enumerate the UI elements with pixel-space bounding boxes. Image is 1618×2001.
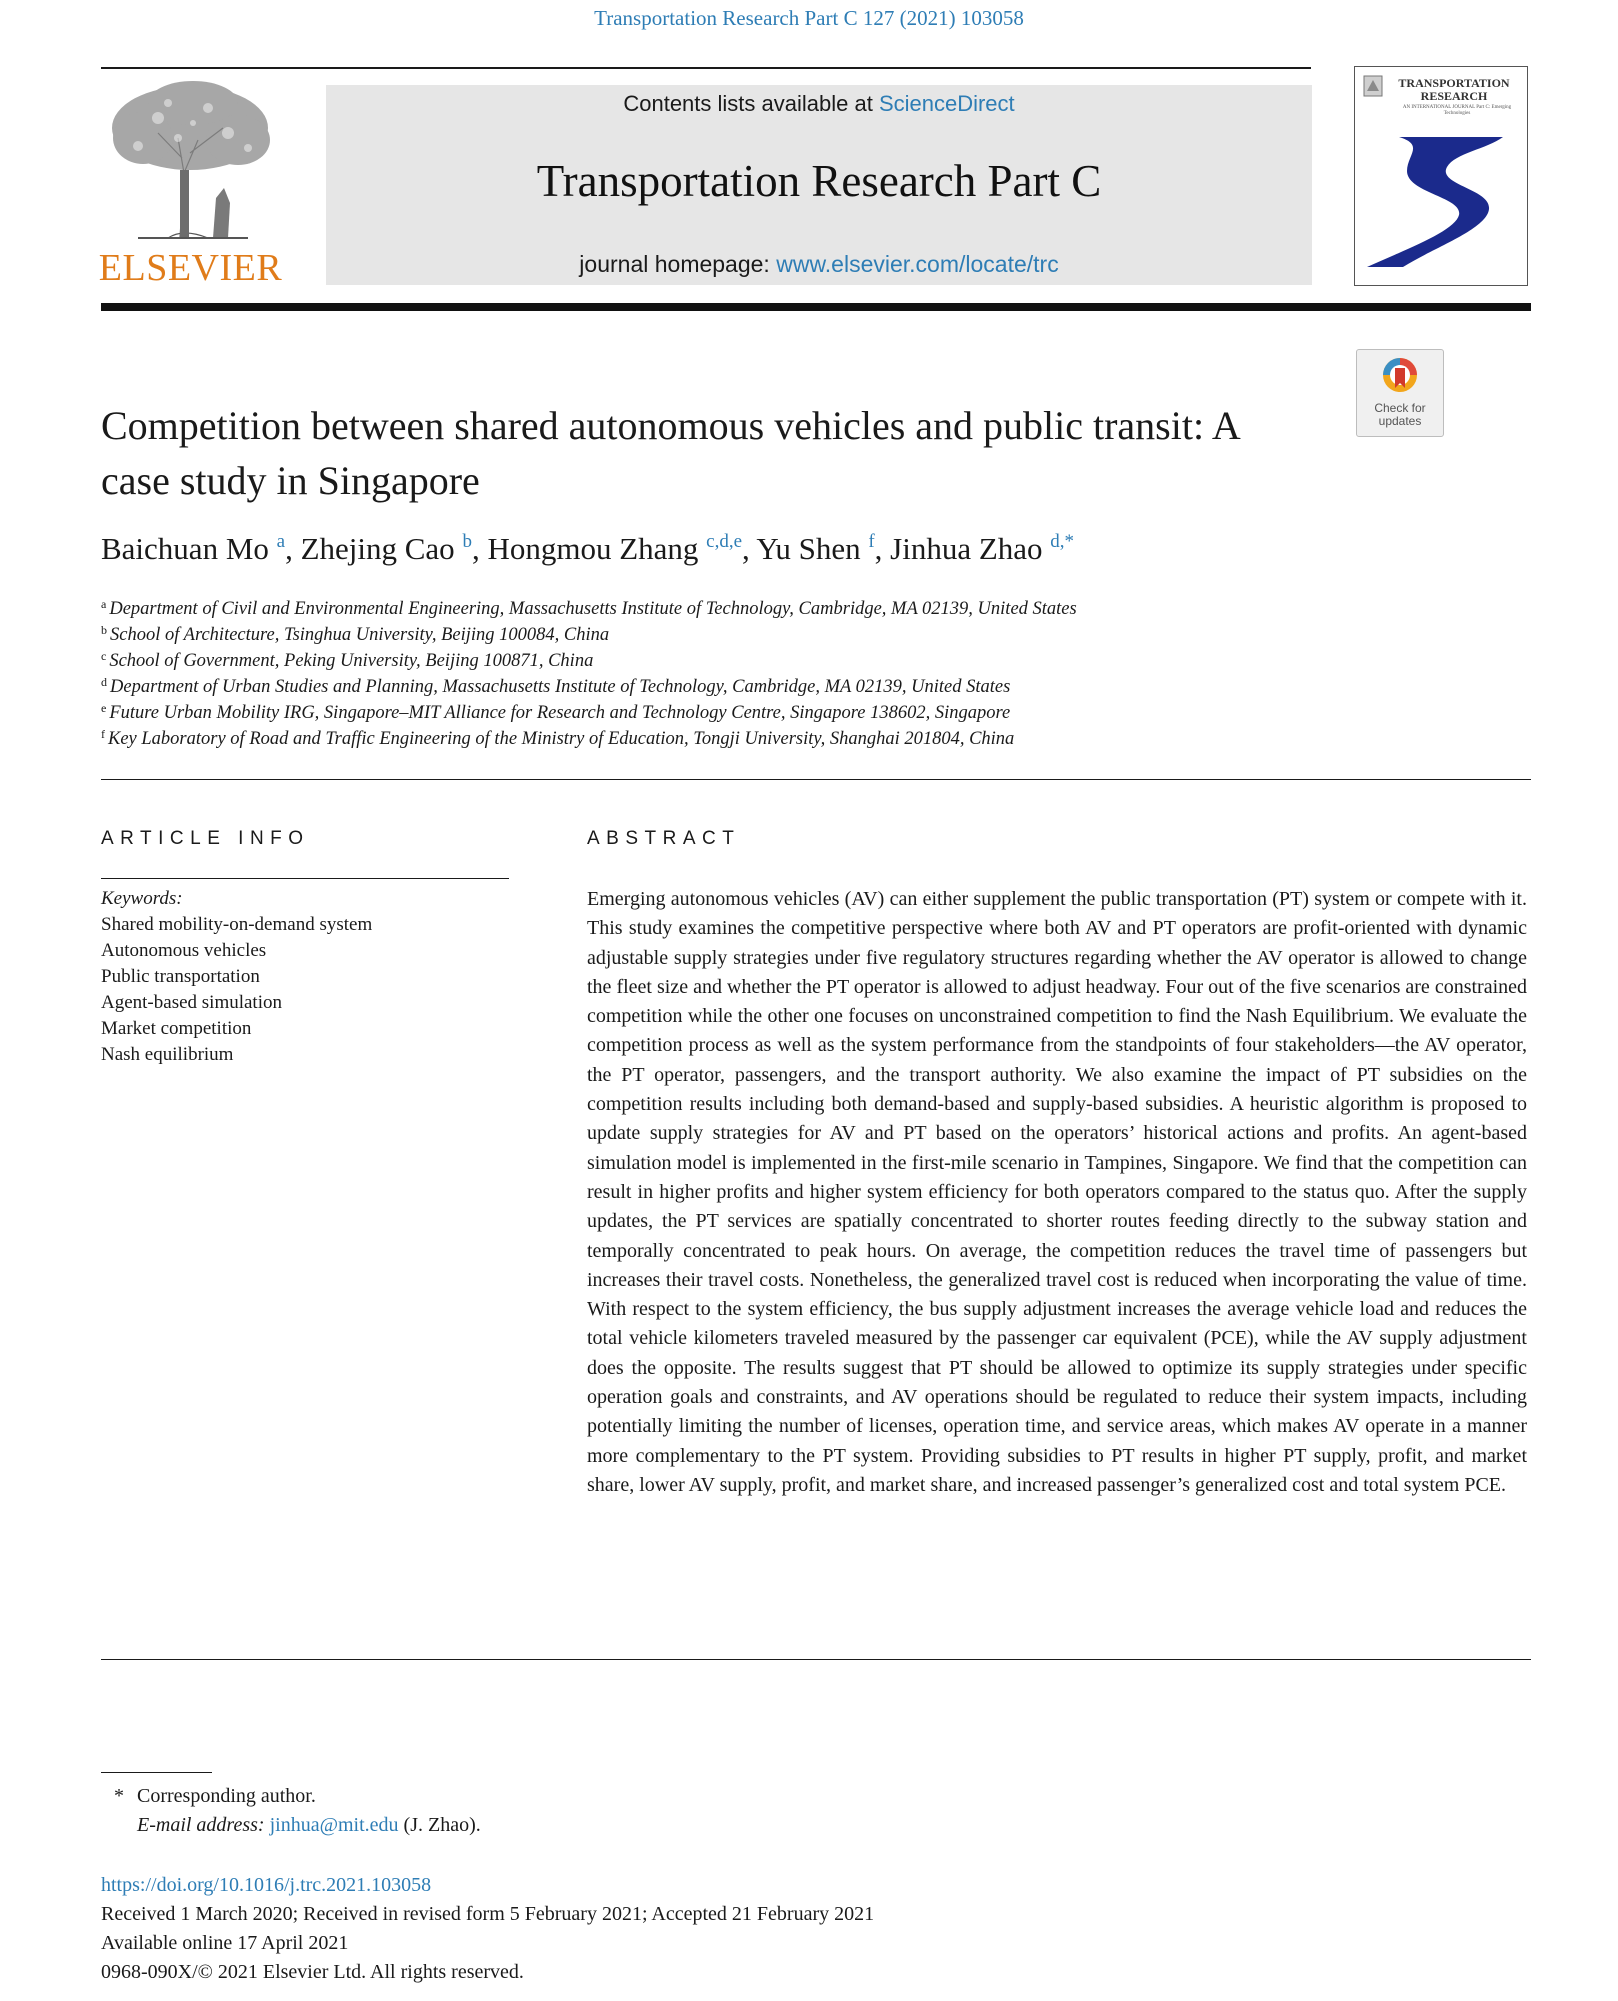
affiliation-text: Future Urban Mobility IRG, Singapore–MIT Alliance for Research and Technology Centre, Singapore 138602, Singapore [109, 703, 1011, 723]
article-title: Competition between shared autonomous vehicles and public transit: A case study in Singapore [101, 403, 1239, 503]
author-name: Zhejing Cao [300, 531, 455, 566]
copyright-line: 0968-090X/© 2021 Elsevier Ltd. All rights reserved. [101, 1961, 524, 1983]
article-info-heading: ARTICLE INFO [101, 828, 310, 849]
author-affiliation-mark[interactable]: b [462, 531, 472, 552]
affiliation-mark: d [101, 675, 107, 689]
citation-link[interactable]: Transportation Research Part C 127 (2021) 103058 [594, 6, 1024, 30]
affiliation-item [101, 622, 1501, 648]
author-name: Baichuan Mo [101, 531, 269, 566]
header-thick-rule [101, 303, 1531, 311]
keyword-item: Autonomous vehicles [101, 940, 267, 961]
header-rule [101, 67, 1311, 69]
affiliation-item [101, 674, 1501, 700]
journal-title: Transportation Research Part C [536, 156, 1102, 206]
affiliation-item [101, 596, 1501, 622]
journal-banner [326, 85, 1312, 285]
affiliation-list [101, 596, 1501, 752]
cover-subtitle: AN INTERNATIONAL JOURNAL Part C: Emerging Technologies [1402, 105, 1512, 116]
author-affiliation-mark[interactable]: c,d,e [706, 531, 743, 552]
author-separator: , [285, 531, 301, 566]
article-info-rule [101, 878, 509, 879]
homepage-prefix: journal homepage: [579, 251, 770, 277]
keyword-item: Nash equilibrium [101, 1044, 234, 1065]
affiliation-text: School of Architecture, Tsinghua University, Beijing 100084, China [110, 625, 610, 645]
keyword-item: Shared mobility-on-demand system [101, 914, 373, 935]
available-online: Available online 17 April 2021 [101, 1932, 349, 1954]
check-for-updates-button[interactable] [1356, 349, 1444, 437]
contents-prefix: Contents lists available at [623, 91, 873, 116]
author-affiliation-mark[interactable]: a [276, 531, 286, 552]
affiliation-rule [101, 779, 1531, 780]
abstract-heading: ABSTRACT [587, 828, 741, 849]
sciencedirect-link[interactable]: ScienceDirect [878, 91, 1015, 116]
affiliation-text: Key Laboratory of Road and Traffic Engineering of the Ministry of Education, Tongji University, Shanghai 201804, China [108, 729, 1015, 749]
cover-title: TRANSPORTATION RESEARCH [1398, 76, 1510, 103]
author-email-link[interactable]: jinhua@mit.edu [269, 1814, 399, 1836]
author-affiliation-mark[interactable]: d,* [1050, 531, 1075, 552]
author-name: Hongmou Zhang [487, 531, 699, 566]
affiliation-item [101, 648, 1501, 674]
journal-cover[interactable] [1354, 66, 1528, 286]
contents-line [326, 91, 1312, 117]
affiliation-text: School of Government, Peking University, Beijing 100871, China [109, 651, 594, 671]
email-note [101, 1811, 481, 1840]
keywords-section [101, 886, 521, 1068]
keyword-list [101, 912, 521, 1068]
journal-homepage-link[interactable]: www.elsevier.com/locate/trc [776, 251, 1059, 277]
elsevier-tree-icon [98, 78, 283, 243]
cover-emblem-icon [1363, 75, 1383, 97]
affiliation-text: Department of Civil and Environmental Engineering, Massachusetts Institute of Technology, Cambridge, MA 02139, United States [109, 599, 1077, 619]
received-dates: Received 1 March 2020; Received in revised form 5 February 2021; Accepted 21 February 2021 [101, 1903, 875, 1925]
footnote [101, 1782, 481, 1840]
elsevier-wordmark: ELSEVIER [98, 247, 283, 289]
abstract-text: Emerging autonomous vehicles (AV) can either supplement the public transportation (PT) system or compete with it. This study examines the competitive perspective where both AV and PT operators are profit-oriented with dynamic adjustable supply strategies under five regulatory structures regarding whether the AV operator is allowed to change the fleet size and whether the PT operator is allowed to adjust headway. Four out of the five scenarios are constrained competition while the other one focuses on unconstrained competition to find the Nash Equilibrium. We evaluate the competition process as well as the system performance from the standpoints of four stakeholders—the AV operator, the PT operator, passengers, and the transport authority. We also examine the impact of PT subsidies on the competition results including both demand-based and supply-based subsidies. A heuristic algorithm is proposed to update supply strategies for AV and PT based on the operators’ historical actions and profits. An agent-based simulation model is implemented in the first-mile scenario in Tampines, Singapore. We find that the competition can result in higher profits and higher system efficiency for both operators compared to the status quo. After the supply updates, the PT services are spatially concentrated to shorter routes feeding directly to the subway station and temporally concentrated to peak hours. On average, the competition reduces the travel time of passengers but increases their travel costs. Nonetheless, the generalized travel cost is reduced when incorporating the value of time. With respect to the system efficiency, the bus supply adjustment increases the average vehicle load and reduces the total vehicle kilometers traveled measured by the passenger car equivalent (PCE), while the AV supply adjustment does the opposite. The results suggest that PT should be allowed to optimize its supply strategies under specific operation goals and constraints, and AV operations should be regulated to reduce their system impacts, including potentially limiting the number of licenses, operation time, and service areas, which makes AV operate in a manner more complementary to the PT system. Providing subsidies to PT results in higher PT supply, profit, and market share, lower AV supply, profit, and market share, and increased passenger’s generalized cost and total system PCE. [587, 888, 1527, 1496]
corresponding-label: Corresponding author. [137, 1785, 316, 1807]
affiliation-mark: b [101, 623, 107, 637]
check-for-updates-label: Check for updates [1374, 401, 1426, 428]
author-separator: , [874, 531, 891, 566]
keyword-item: Agent-based simulation [101, 992, 282, 1013]
author-list [101, 531, 1501, 567]
author-name: Yu Shen [756, 531, 861, 566]
email-label: E-mail address: [137, 1814, 265, 1836]
author-name: Jinhua Zhao [890, 531, 1043, 566]
affiliation-text: Department of Urban Studies and Planning, Massachusetts Institute of Technology, Cambridge, MA 02139, United States [110, 677, 1011, 697]
author-separator: , [742, 531, 757, 566]
affiliation-mark: e [101, 701, 107, 715]
journal-citation[interactable] [0, 6, 1618, 31]
footnote-star: * [114, 1785, 124, 1807]
elsevier-logo [98, 78, 283, 288]
homepage-line [326, 251, 1312, 278]
affiliation-item [101, 700, 1501, 726]
affiliation-item [101, 726, 1501, 752]
road-icon [1363, 131, 1519, 271]
affiliation-mark: c [101, 649, 107, 663]
keyword-item: Public transportation [101, 966, 260, 987]
corresponding-author-note [101, 1782, 481, 1811]
keywords-label: Keywords: [101, 888, 183, 909]
doi-link[interactable]: https://doi.org/10.1016/j.trc.2021.103058 [101, 1874, 432, 1896]
footnote-rule [101, 1772, 212, 1773]
author-separator: , [471, 531, 488, 566]
email-suffix: (J. Zhao). [403, 1814, 481, 1836]
keyword-item: Market competition [101, 1018, 252, 1039]
author-affiliation-mark[interactable]: f [868, 531, 875, 552]
abstract-rule [101, 1659, 1531, 1660]
affiliation-mark: f [101, 727, 105, 741]
crossmark-icon [1381, 356, 1419, 400]
article-history [101, 1871, 874, 1987]
affiliation-mark: a [101, 597, 107, 611]
